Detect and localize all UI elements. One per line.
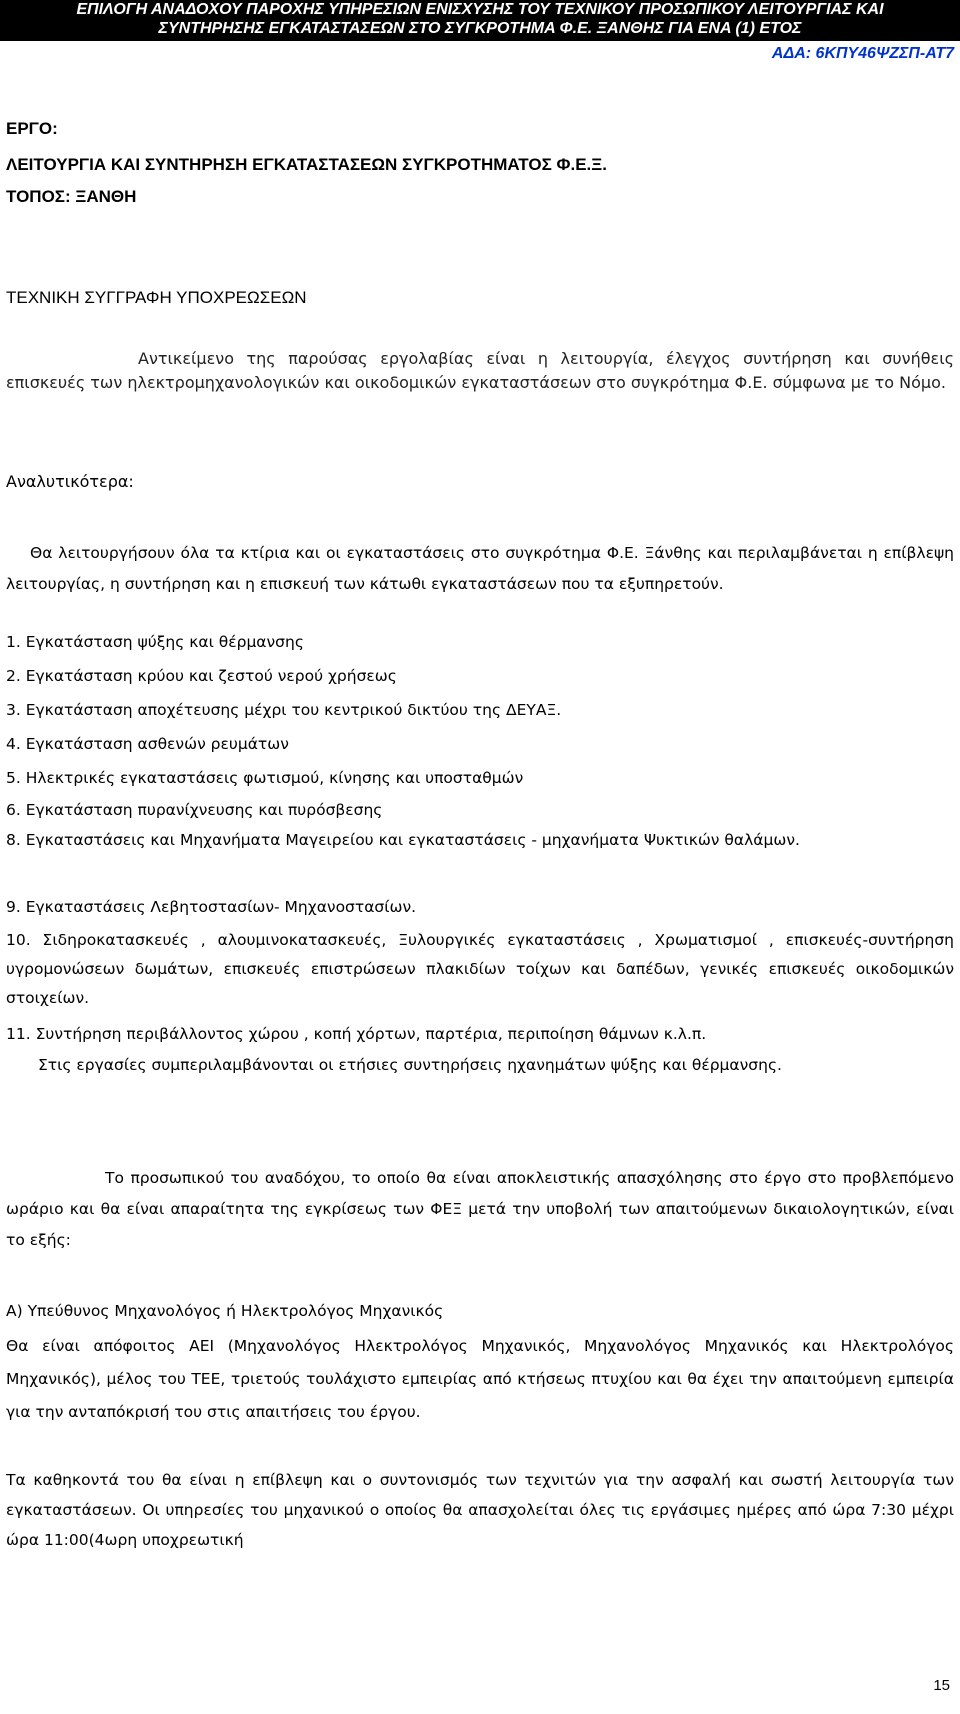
list-item: 2. Εγκατάσταση κρύου και ζεστού νερού χρήσεως [6, 667, 397, 685]
intro-paragraph: Αντικείμενο της παρούσας εργολαβίας είναι η λειτουργία, έλεγχος συντήρηση και συνήθεις επισκευές των ηλεκτρομηχανολογικών και οικοδομικών εγκαταστάσεων στο συγκρότημα Φ.Ε. σύμφωνα με το Νόμο. [6, 349, 954, 392]
page-number: 15 [933, 1677, 950, 1694]
list-item: 10. Σιδηροκατασκευές , αλουμινοκατασκευές, Ξυλουργικές εγκαταστάσεις , Χρωματισμοί , επισκευές-συντήρηση υγρομονώσεων δωμάτων, επισκευές επιστρώσεων πλακιδίων τοίχων και δαπέδων, γενικές επισκευές οικοδομικών στοιχείων. [6, 931, 954, 1007]
ada-code: ΑΔΑ: 6ΚΠΥ46ΨΖΣΠ-ΑΤ7 [771, 45, 954, 62]
list-item: 1. Εγκατάσταση ψύξης και θέρμανσης [6, 633, 304, 651]
list-item: 9. Εγκαταστάσεις Λεβητοστασίων- Μηχανοστασίων. [6, 898, 417, 916]
project-location: ΤΟΠΟΣ: ΞΑΝΘΗ [6, 187, 137, 206]
list-item: 5. Ηλεκτρικές εγκαταστάσεις φωτισμού, κίνησης και υποσταθμών [6, 769, 524, 787]
analytic-paragraph: Θα λειτουργήσουν όλα τα κτίρια και οι εγκαταστάσεις στο συγκρότημα Φ.Ε. Ξάνθης και περιλαμβάνεται η επίβλεψη λειτουργίας, η συντήρηση και η επισκευή των κάτωθι εγκαταστάσεων που τα εξυπηρετούν. [6, 544, 954, 593]
personnel-paragraph: Το προσωπικού του αναδόχου, το οποίο θα είναι αποκλειστικής απασχόλησης στο έργο στο προβλεπόμενο ωράριο και θα είναι απαραίτητα της εγκρίσεως των ΦΕΞ μετά την υποβολή των απαιτούμενων δικαιολογητικών, είναι το εξής: [6, 1169, 954, 1249]
document-title: ΤΕΧΝΙΚΗ ΣΥΓΓΡΑΦΗ ΥΠΟΧΡΕΩΣΕΩΝ [6, 288, 307, 307]
project-label: ΕΡΓΟ: [6, 119, 58, 138]
project-name: ΛΕΙΤΟΥΡΓΙΑ ΚΑΙ ΣΥΝΤΗΡΗΣΗ ΕΓΚΑΤΑΣΤΑΣΕΩΝ ΣΥΓΚΡΟΤΗΜΑΤΟΣ Φ.Ε.Ξ. [6, 155, 607, 174]
duties-paragraph: Τα καθηκοντά του θα είναι η επίβλεψη και ο συντονισμός των τεχνιτών για την ασφαλή και σωστή λειτουργία των εγκαταστάσεων. Οι υπηρεσίες του μηχανικού ο οποίος θα απασχολείται όλες τις εργάσιμες ημέρες από ώρα 7:30 μέχρι ώρα 11:00(4ωρη υποχρεωτική [6, 1471, 954, 1549]
banner-title-line-2: ΣΥΝΤΗΡΗΣΗΣ ΕΓΚΑΤΑΣΤΑΣΕΩΝ ΣΤΟ ΣΥΓΚΡΟΤΗΜΑ Φ.Ε. ΞΑΝΘΗΣ ΓΙΑ ΕΝΑ (1) ΕΤΟΣ [158, 20, 802, 37]
section-a-title: Α) Υπεύθυνος Μηχανολόγος ή Ηλεκτρολόγος Μηχανικός [6, 1302, 444, 1320]
list-item: 6. Εγκατάσταση πυρανίχνευσης και πυρόσβεσης [6, 801, 383, 819]
analytic-label: Αναλυτικότερα: [6, 472, 134, 491]
header-banner [0, 0, 960, 41]
section-a-paragraph: Θα είναι απόφοιτος ΑΕΙ (Μηχανολόγος Ηλεκτρολόγος Μηχανικός, Μηχανολόγος Μηχανικός και Ηλεκτρολόγος Μηχανικός), μέλος του ΤΕΕ, τριετούς τουλάχιστο εμπειρίας από κτήσεως πτυχίου και θα έχει την απαιτούμενη εμπειρία για την ανταπόκρισή του στις απαιτήσεις του έργου. [6, 1337, 954, 1421]
annual-maintenance-note: Στις εργασίες συμπεριλαμβάνονται οι ετήσιες συντηρήσεις ηχανημάτων ψύξης και θέρμανσης. [38, 1056, 782, 1074]
list-item: 3. Εγκατάσταση αποχέτευσης μέχρι του κεντρικού δικτύου της ΔΕΥΑΞ. [6, 701, 562, 719]
banner-title-line-1: ΕΠΙΛΟΓΗ ΑΝΑΔΟΧΟΥ ΠΑΡΟΧΗΣ ΥΠΗΡΕΣΙΩΝ ΕΝΙΣΧΥΣΗΣ ΤΟΥ ΤΕΧΝΙΚΟΥ ΠΡΟΣΩΠΙΚΟΥ ΛΕΙΤΟΥΡΓΙΑΣ ΚΑΙ [76, 1, 884, 18]
list-item: 11. Συντήρηση περιβάλλοντος χώρου , κοπή χόρτων, παρτέρια, περιποίηση θάμνων κ.λ.π. [6, 1025, 707, 1043]
list-item: 8. Εγκαταστάσεις και Μηχανήματα Μαγειρείου και εγκαταστάσεις - μηχανήματα Ψυκτικών θαλάμων. [6, 831, 800, 849]
list-item: 4. Εγκατάσταση ασθενών ρευμάτων [6, 735, 289, 753]
